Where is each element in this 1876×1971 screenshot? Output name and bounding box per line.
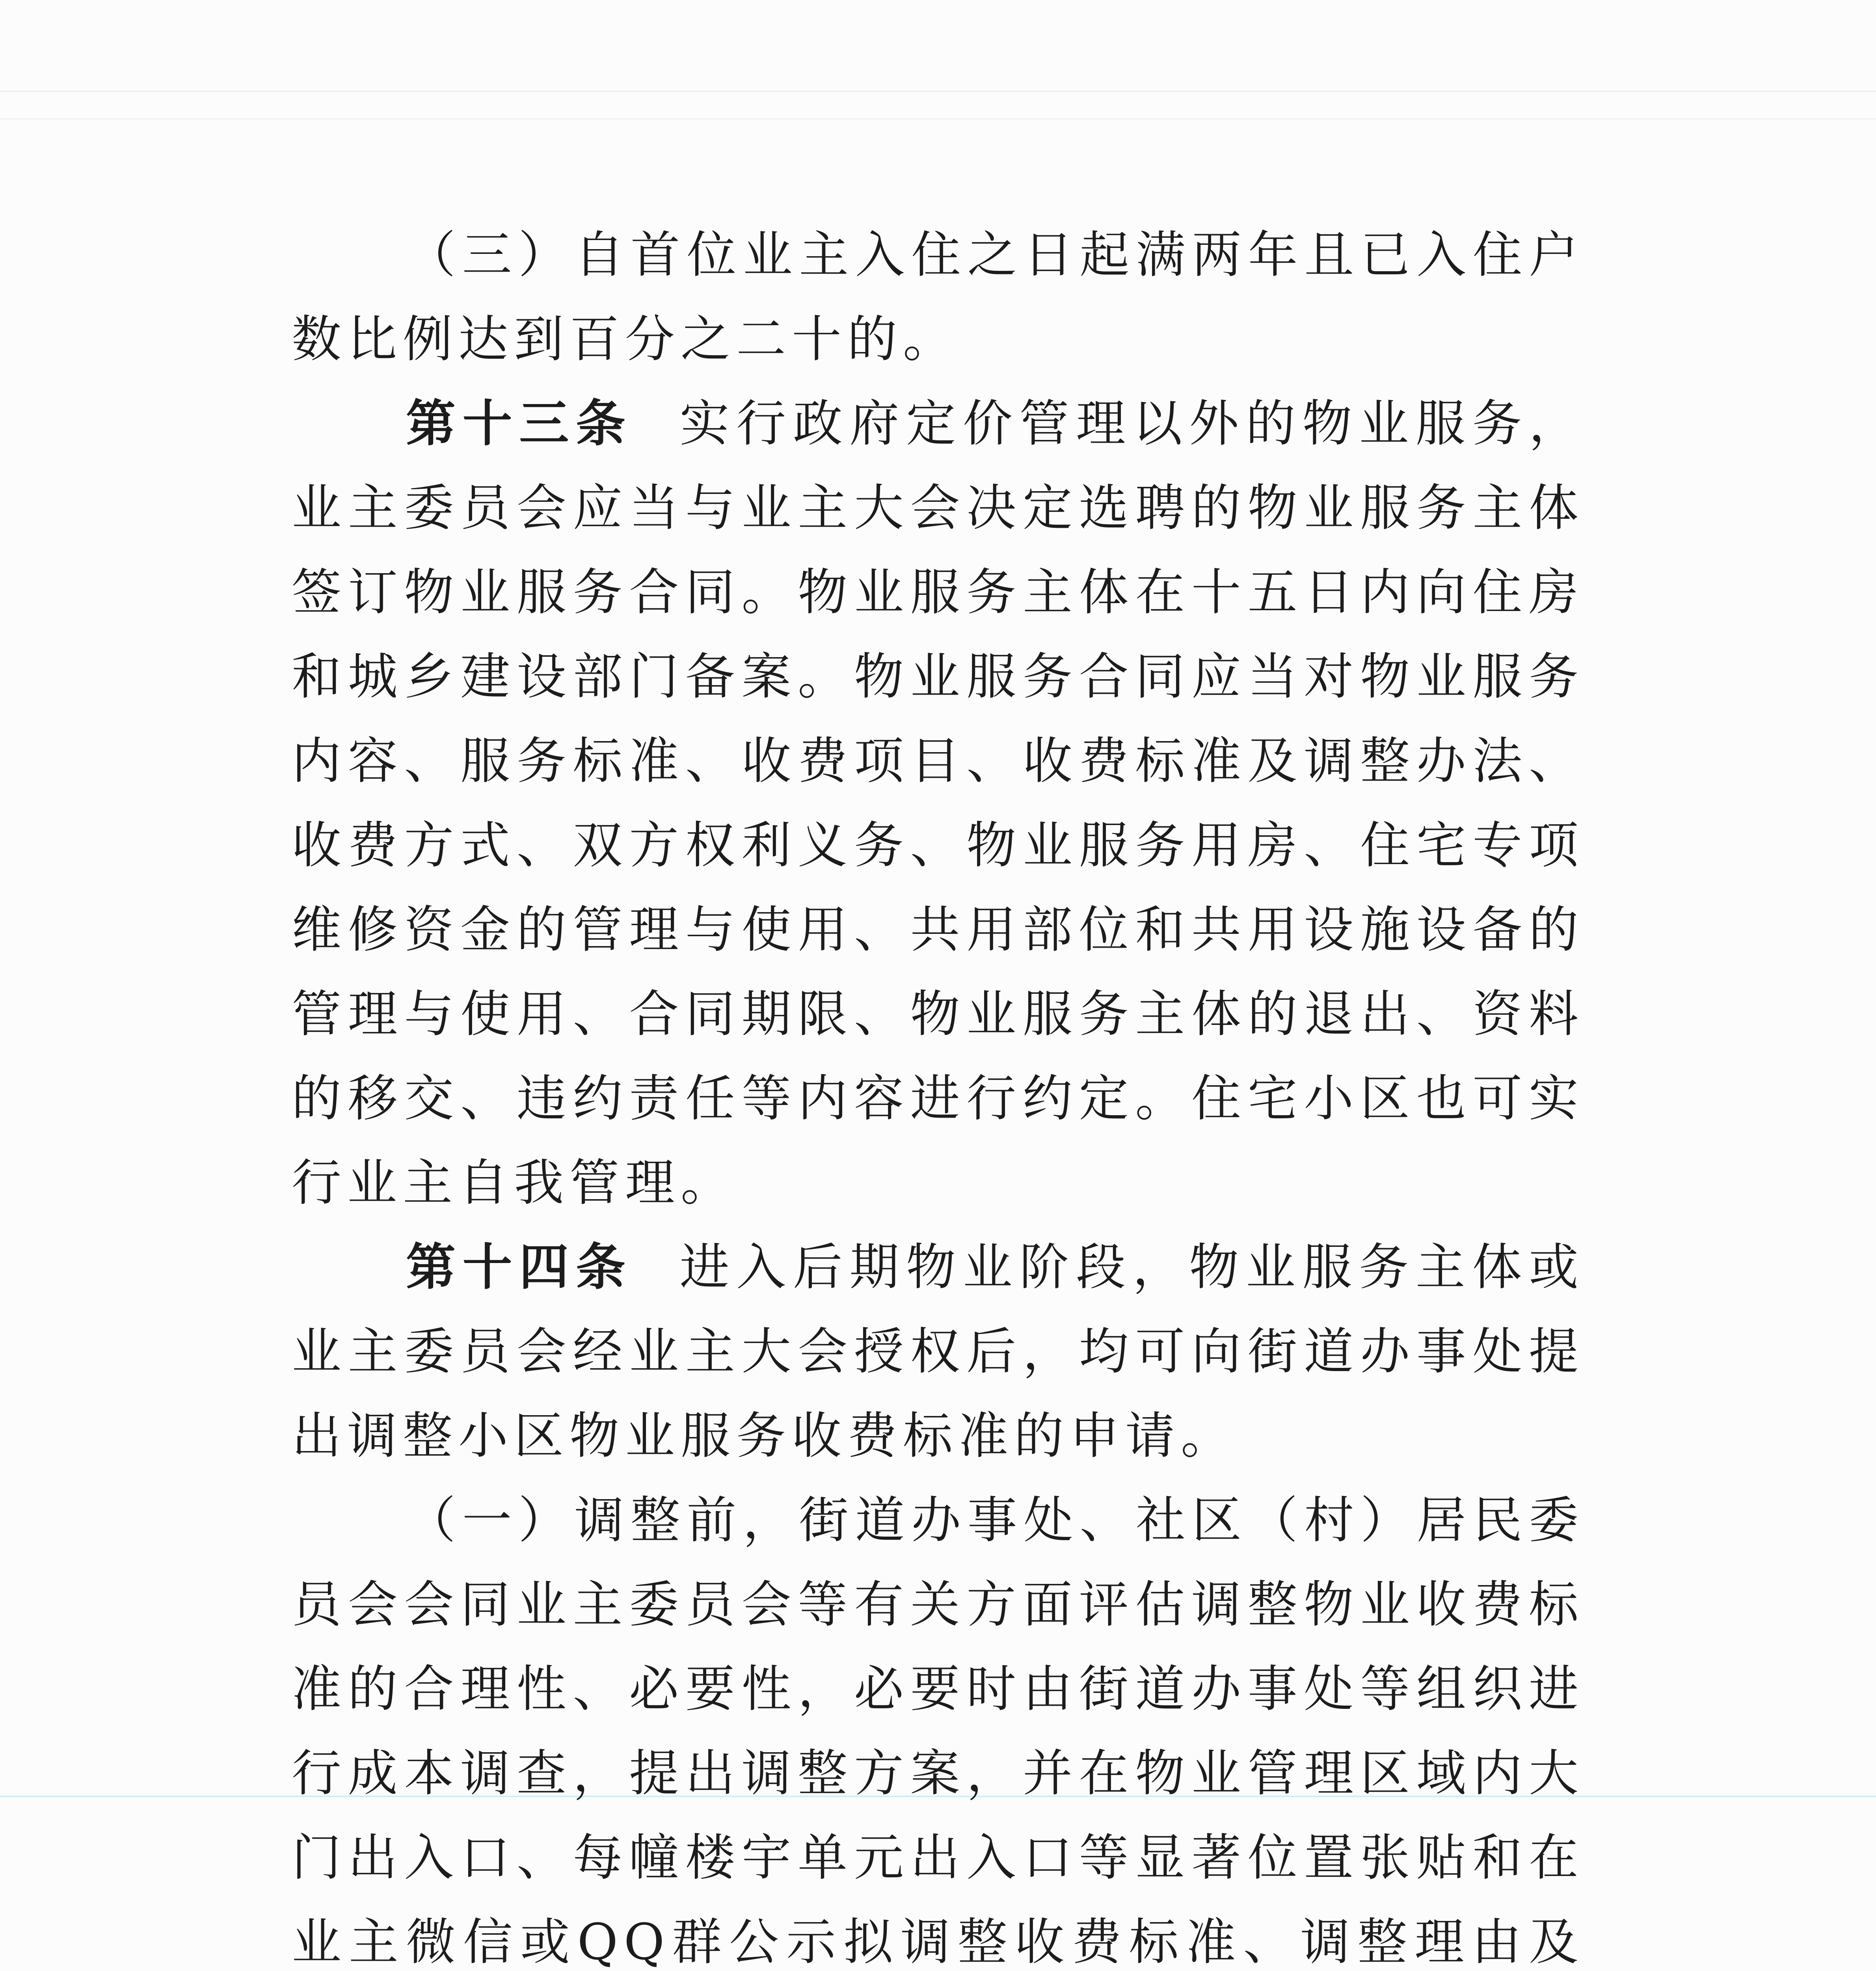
- paragraph-article-13: [292, 382, 1584, 1225]
- paragraph-text: 实行政府定价管理以外的物业服务，业主委员会应当与业主大会决定选聘的物业服务主体签订物业服务合同。物业服务主体在十五日内向住房和城乡建设部门备案。物业服务合同应当对物业服务内容、服务标准、收费项目、收费标准及调整办法、收费方式、双方权利义务、物业服务用房、住宅专项维修资金的管理与使用、共用部位和共用设施设备的管理与使用、合同期限、物业服务主体的退出、资料的移交、违约责任等内容进行约定。住宅小区也可实行业主自我管理。: [292, 395, 1585, 1212]
- paragraph-text: （三）自首位业主入住之日起满两年且已入住户数比例达到百分之二十的。: [292, 226, 1584, 368]
- article-title: 第十三条: [406, 395, 633, 453]
- scan-line: [0, 91, 1876, 92]
- paragraph-clause-3-condition: [292, 213, 1584, 382]
- scan-line: [0, 118, 1876, 119]
- document-body: [292, 213, 1584, 1971]
- article-title: 第十四条: [406, 1238, 633, 1296]
- paragraph-text: 进入后期物业阶段，物业服务主体或业主委员会经业主大会授权后，均可向街道办事处提出调整小区物业服务收费标准的申请。: [292, 1238, 1585, 1465]
- paragraph-article-14: [292, 1225, 1584, 1478]
- paragraph-text: （一）调整前，街道办事处、社区（村）居民委员会会同业主委员会等有关方面评估调整物业收费标准的合理性、必要性，必要时由街道办事处等组织进行成本调查，提出调整方案，并在物业管理区域内大门出入口、每幢楼宇单元出入口等显著位置张贴和在业主微信或QQ群公示拟调整收费标准、调整理由及: [292, 1491, 1584, 1971]
- paragraph-item-1: [292, 1478, 1584, 1971]
